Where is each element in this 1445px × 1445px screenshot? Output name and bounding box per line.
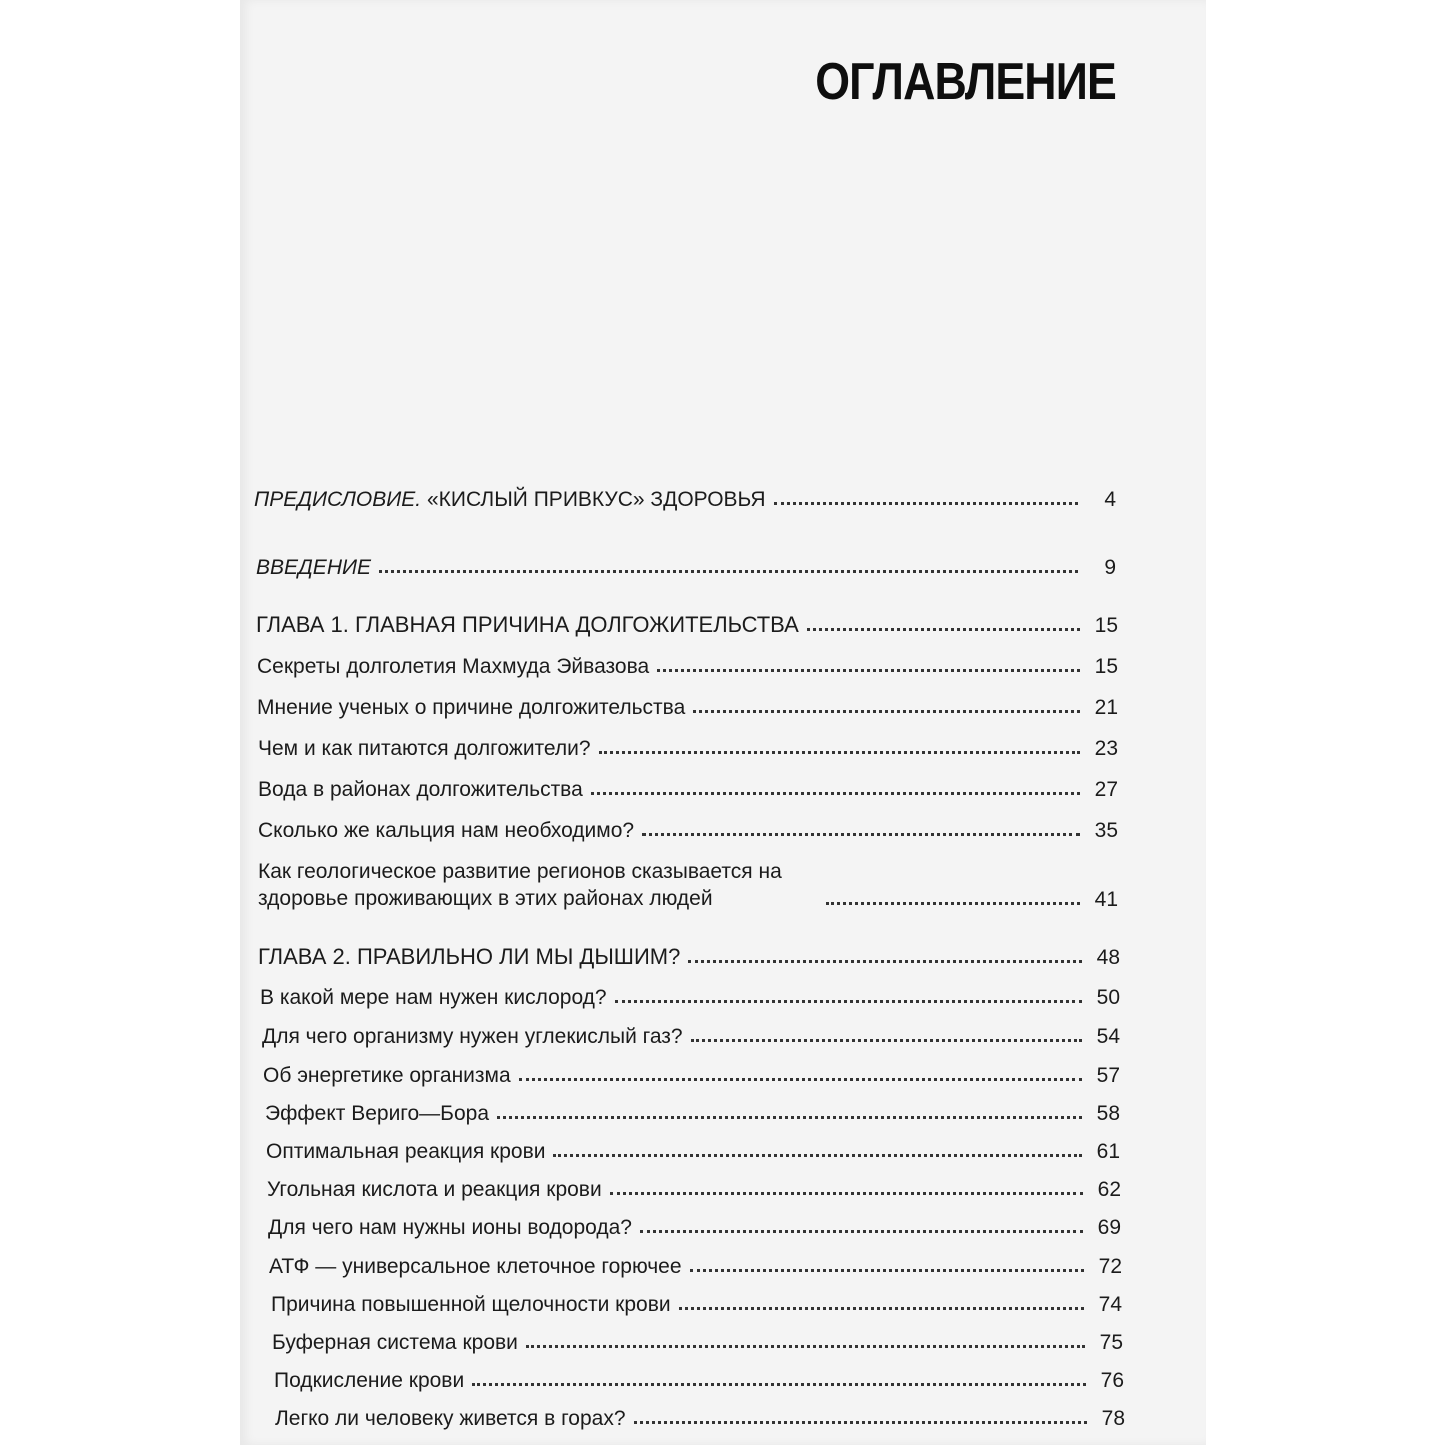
toc-entry-label: [254, 488, 774, 512]
toc-entry: [266, 1128, 1120, 1164]
toc-entry: [268, 1204, 1121, 1240]
dot-leader: [497, 1116, 1082, 1119]
toc-entry-page: 78: [1101, 1407, 1125, 1430]
toc-entry-page: 62: [1097, 1178, 1121, 1201]
toc-entry: [274, 1357, 1124, 1393]
toc-entry-page: 61: [1096, 1140, 1120, 1163]
toc-entry-label: Легко ли человеку живется в горах?: [275, 1407, 626, 1430]
toc-title: ОГЛАВЛЕНИЕ: [815, 53, 1116, 111]
toc-entry-chapter-2: [258, 934, 1120, 970]
dot-leader: [657, 669, 1080, 672]
toc-entry: [257, 684, 1118, 720]
dot-leader: [634, 1421, 1088, 1424]
toc-entry-prefix: ПРЕДИСЛОВИЕ.: [254, 488, 422, 511]
toc-entry-preface: [254, 476, 1116, 512]
toc-entry: [269, 1243, 1122, 1279]
dot-leader: [691, 1039, 1082, 1042]
toc-entry-label: Для чего организму нужен углекислый газ?: [262, 1025, 683, 1048]
dot-leader: [642, 833, 1080, 836]
dot-leader: [379, 570, 1078, 573]
toc-entry: [271, 1281, 1122, 1317]
toc-entry-label: АТФ — универсальное клеточное горючее: [269, 1255, 682, 1278]
toc-entry: [258, 766, 1118, 802]
toc-entry-label: ГЛАВА 2. ПРАВИЛЬНО ЛИ МЫ ДЫШИМ?: [258, 944, 681, 969]
toc-entry-label-text: «КИСЛЫЙ ПРИВКУС» ЗДОРОВЬЯ: [421, 488, 766, 511]
toc-entry-multiline: [258, 850, 1118, 912]
toc-entry-page: 27: [1094, 778, 1118, 801]
toc-entry: [257, 643, 1118, 679]
dot-leader: [774, 502, 1078, 505]
toc-entry: [260, 974, 1120, 1010]
dot-leader: [693, 710, 1080, 713]
toc-entry-page: 21: [1094, 696, 1118, 719]
toc-entry-page: 54: [1096, 1025, 1120, 1048]
toc-entry-page: 15: [1094, 655, 1118, 678]
toc-entry-label: ГЛАВА 1. ГЛАВНАЯ ПРИЧИНА ДОЛГОЖИТЕЛЬСТВА: [256, 612, 799, 637]
dot-leader: [519, 1078, 1082, 1081]
toc-entry-introduction: [256, 544, 1116, 580]
toc-entry-page: 76: [1100, 1369, 1124, 1392]
toc-entry: [262, 1013, 1120, 1049]
dot-leader: [526, 1345, 1085, 1348]
toc-entry-page: 69: [1097, 1216, 1121, 1239]
dot-leader: [553, 1154, 1082, 1157]
toc-entry: [265, 1090, 1120, 1126]
toc-entry-label: Угольная кислота и реакция крови: [267, 1178, 602, 1201]
toc-entry-label: Вода в районах долгожительства: [258, 778, 583, 801]
toc-entry-page: 74: [1098, 1293, 1122, 1316]
dot-leader: [599, 751, 1080, 754]
toc-entry-label: Для чего нам нужны ионы водорода?: [268, 1216, 632, 1239]
toc-entry: [258, 807, 1118, 843]
toc-entry: [275, 1395, 1125, 1431]
toc-entry-label: Эффект Вериго—Бора: [265, 1102, 489, 1125]
toc-entry-chapter-1: [256, 602, 1118, 638]
toc-entry-page: 9: [1104, 556, 1116, 579]
toc-entry-label: Оптимальная реакция крови: [266, 1140, 546, 1163]
dot-leader: [640, 1230, 1083, 1233]
toc-entry-label: Подкисление крови: [274, 1369, 465, 1392]
toc-entry-label: Буферная система крови: [272, 1331, 518, 1354]
toc-entry-page: 15: [1094, 614, 1118, 637]
dot-leader: [610, 1192, 1083, 1195]
toc-entry-page: 50: [1096, 986, 1120, 1009]
toc-entry-page: 57: [1096, 1064, 1120, 1087]
dot-leader: [591, 792, 1080, 795]
toc-entry-label: Секреты долголетия Махмуда Эйвазова: [257, 655, 650, 678]
toc-entry-page: 72: [1098, 1255, 1122, 1278]
dot-leader: [679, 1307, 1084, 1310]
dot-leader: [690, 1269, 1084, 1272]
toc-entry-page: 35: [1094, 819, 1118, 842]
toc-entry: [272, 1319, 1123, 1355]
dot-leader: [826, 902, 1080, 905]
toc-entry-page: 58: [1096, 1102, 1120, 1125]
dot-leader: [472, 1383, 1086, 1386]
toc-entry-label: Мнение ученых о причине долгожительства: [257, 696, 686, 719]
toc-entry-label: Сколько же кальция нам необходимо?: [258, 819, 635, 842]
toc-entry: [267, 1166, 1121, 1202]
toc-entry-page: 48: [1096, 946, 1120, 969]
toc-entry: [258, 725, 1118, 761]
toc-entry-page: 23: [1094, 737, 1118, 760]
toc-entry-label: ВВЕДЕНИЕ: [256, 556, 372, 579]
dot-leader: [807, 628, 1080, 631]
toc-entry-page: 41: [1094, 888, 1118, 911]
toc-entry-label: Причина повышенной щелочности крови: [271, 1293, 671, 1316]
toc-entry-label: Чем и как питаются долгожители?: [258, 737, 591, 760]
dot-leader: [615, 1000, 1082, 1003]
toc-entry-page: 75: [1099, 1331, 1123, 1354]
toc-entry-label: Об энергетике организма: [263, 1064, 511, 1087]
toc-entry-page: 4: [1104, 488, 1116, 511]
dot-leader: [688, 960, 1082, 963]
toc-entry-label: В какой мере нам нужен кислород?: [260, 986, 607, 1009]
toc-entry: [263, 1052, 1120, 1088]
toc-entry-label: Как геологическое развитие регионов сказывается на здоровье проживающих в этих районах людей: [258, 860, 782, 910]
